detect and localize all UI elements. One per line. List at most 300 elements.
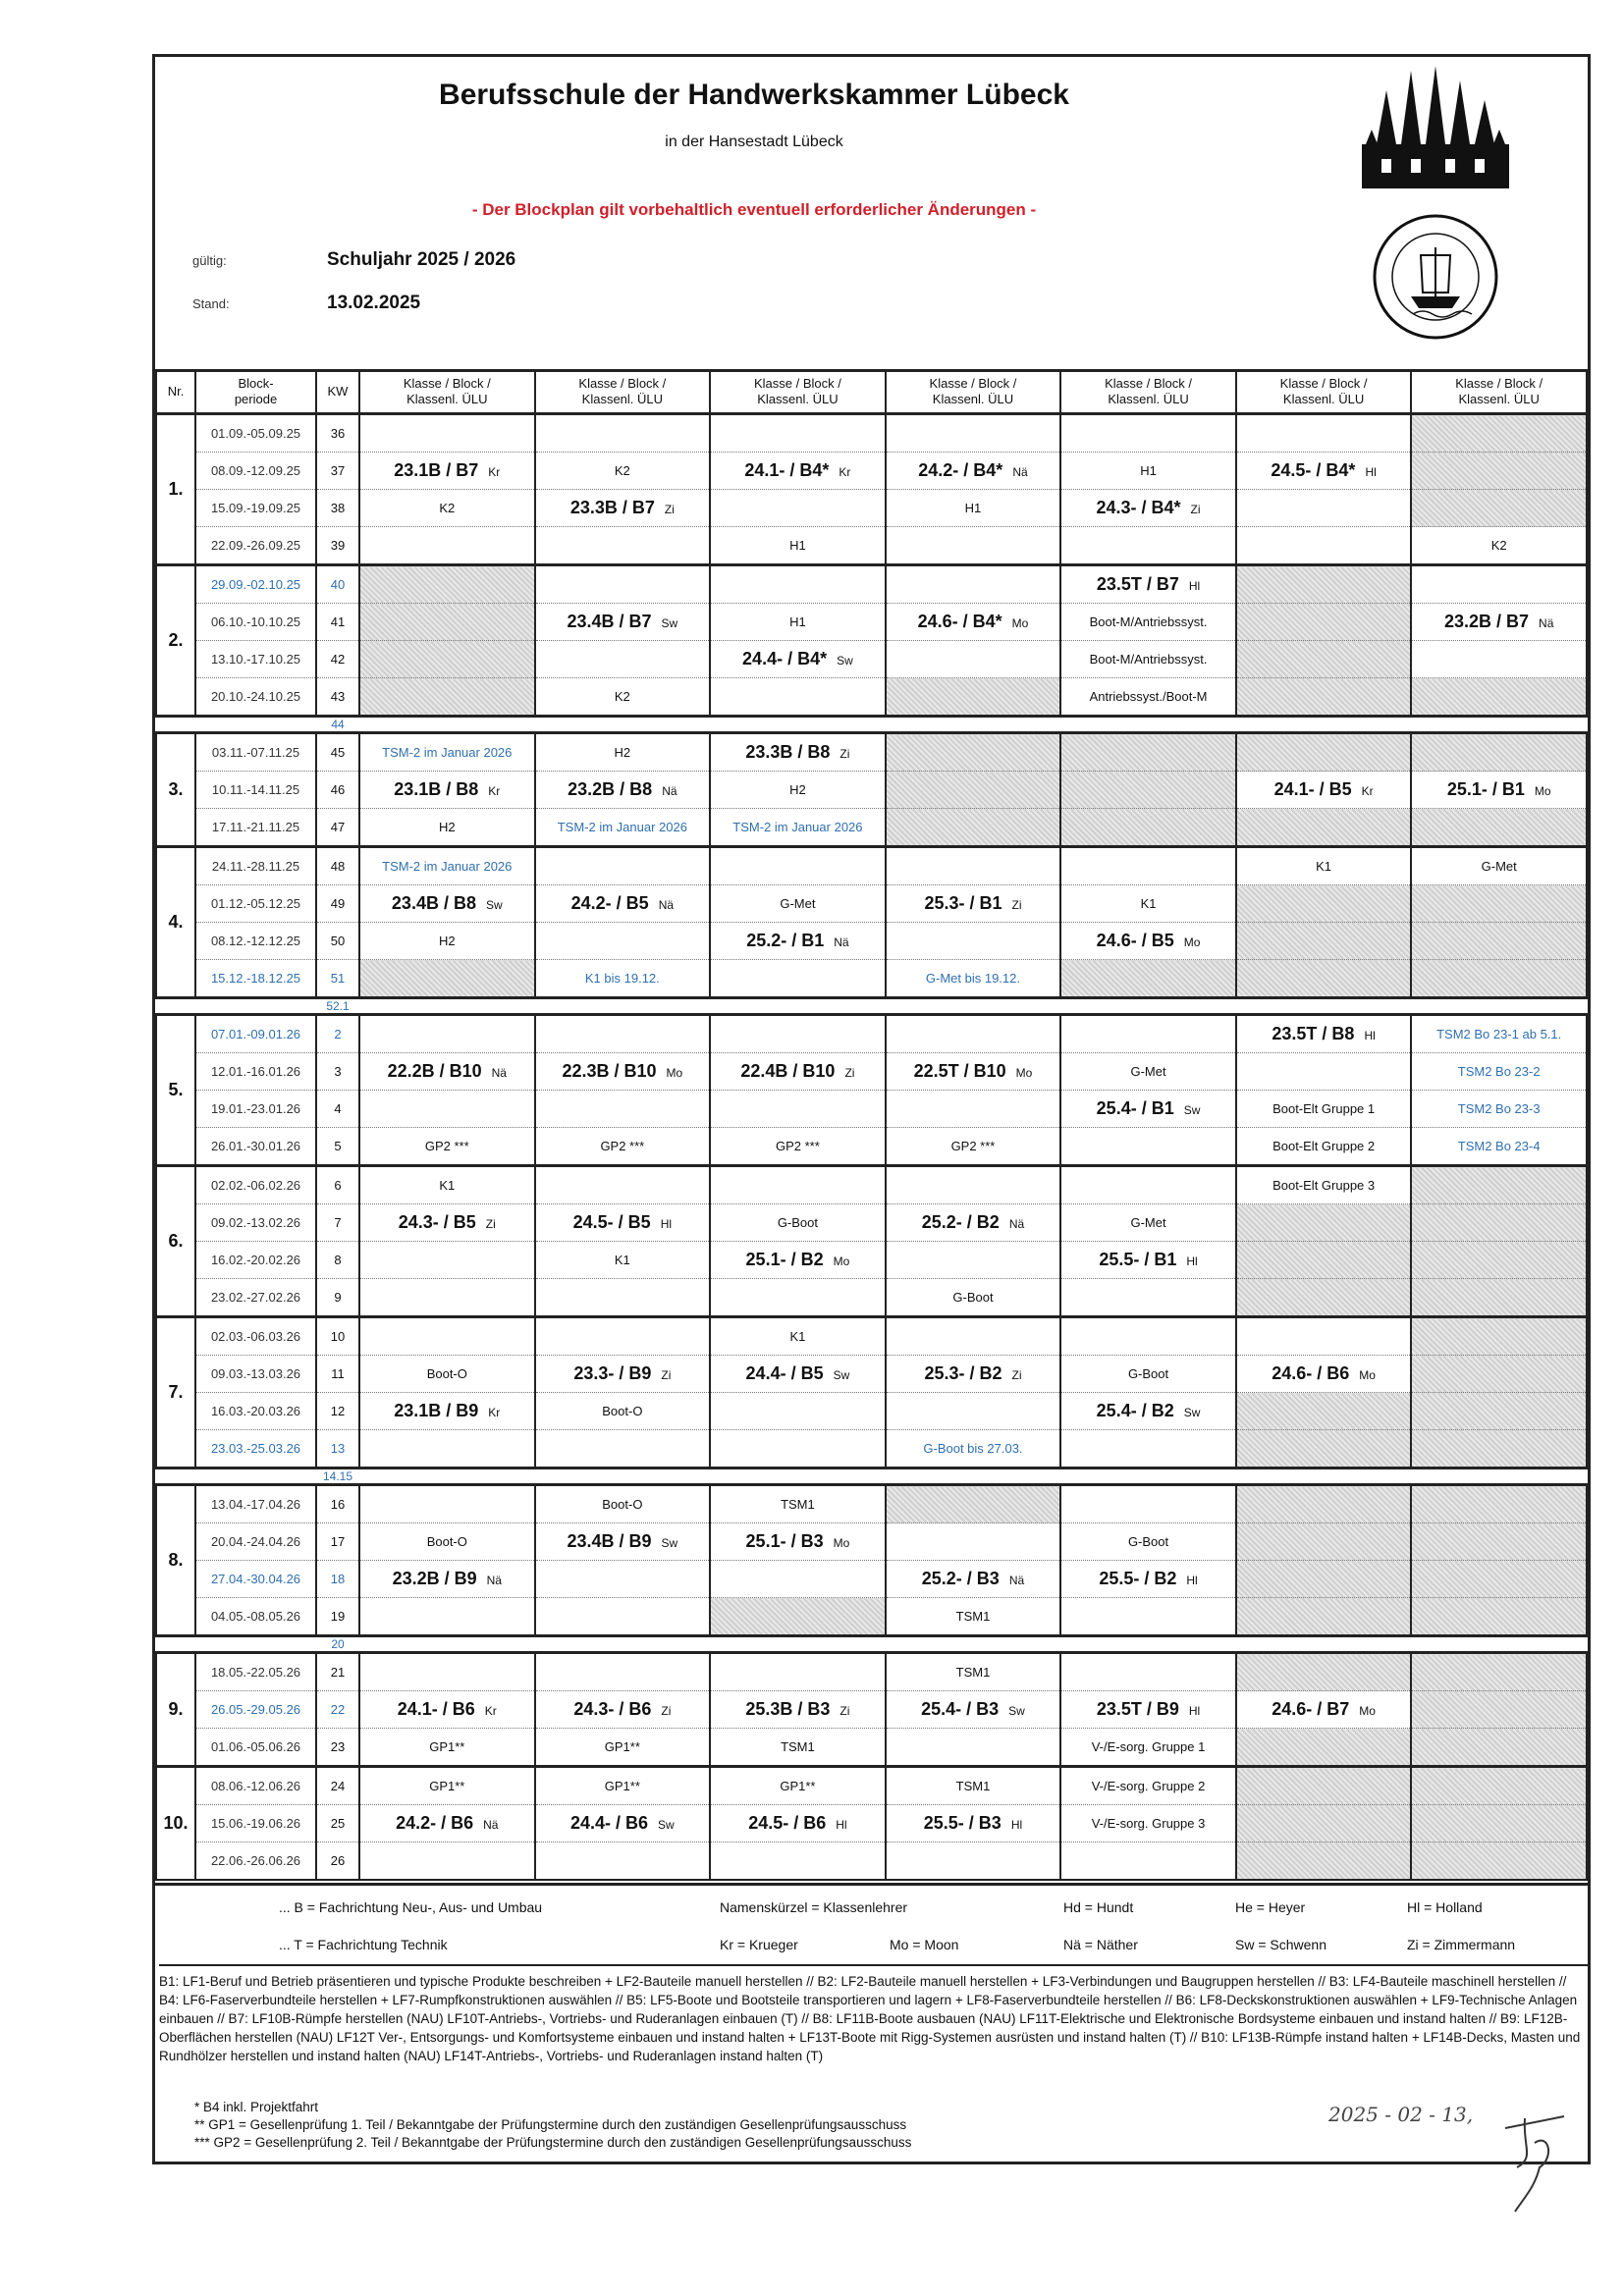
teacher-code: Mo	[666, 1066, 683, 1080]
class-cell	[1411, 414, 1587, 453]
class-cell	[1411, 641, 1587, 678]
teacher-code: Sw	[1008, 1704, 1025, 1718]
class-cell: TSM2 Bo 23-2	[1411, 1053, 1587, 1091]
class-block: 24.2- / B5	[570, 893, 649, 913]
class-cell: G-Met	[710, 885, 886, 923]
class-cell: TSM2 Bo 23-3	[1411, 1091, 1587, 1128]
class-cell: H2	[710, 772, 886, 809]
teacher-code: Nä	[834, 935, 849, 949]
class-cell	[359, 453, 535, 490]
legend-mo: Mo = Moon	[890, 1937, 959, 1952]
class-cell	[886, 414, 1061, 453]
block-period: 22.06.-26.06.26	[195, 1842, 316, 1881]
class-cell	[535, 1204, 711, 1242]
class-cell: Boot-O	[535, 1485, 711, 1523]
teacher-code: Zi	[1011, 1368, 1022, 1382]
calendar-week: 8	[316, 1242, 359, 1279]
calendar-week: 51	[316, 960, 359, 998]
class-block: 24.1- / B5	[1273, 779, 1352, 799]
class-cell: H2	[359, 923, 535, 960]
week-gap-row	[156, 717, 1587, 733]
class-cell	[1236, 1430, 1412, 1468]
class-cell	[1060, 414, 1236, 453]
class-block: 22.2B / B10	[387, 1061, 482, 1081]
class-cell	[359, 1653, 535, 1691]
calendar-week: 12	[316, 1393, 359, 1430]
class-cell	[710, 453, 886, 490]
class-cell	[535, 1523, 711, 1561]
table-row	[156, 733, 1587, 772]
class-block: 24.5- / B5	[572, 1212, 651, 1232]
teacher-code: Mo	[833, 1255, 850, 1268]
teacher-code: Hl	[1365, 465, 1377, 479]
calendar-week: 17	[316, 1523, 359, 1561]
table-row	[156, 1523, 1587, 1561]
class-cell	[1236, 923, 1412, 960]
calendar-week: 3	[316, 1053, 359, 1091]
class-cell	[886, 1691, 1061, 1729]
class-cell	[1411, 1430, 1587, 1468]
block-period: 04.05.-08.05.26	[195, 1598, 316, 1636]
gap-week-label: 52.1	[316, 998, 359, 1015]
table-row	[156, 1128, 1587, 1166]
teacher-code: Nä	[1539, 616, 1554, 630]
class-block: 25.2- / B1	[746, 931, 825, 950]
class-cell	[1060, 1691, 1236, 1729]
class-cell	[535, 1015, 711, 1053]
calendar-week: 4	[316, 1091, 359, 1128]
class-cell	[1060, 809, 1236, 847]
class-block: 23.2B / B9	[392, 1569, 477, 1588]
footnote-1: * B4 inkl. Projektfahrt	[194, 2100, 319, 2114]
class-cell	[359, 1691, 535, 1729]
legend-t: ... T = Fachrichtung Technik	[279, 1937, 448, 1952]
teacher-code: Kr	[488, 784, 501, 798]
legend-zi: Zi = Zimmermann	[1407, 1937, 1516, 1952]
class-cell	[1060, 1091, 1236, 1128]
class-cell: G-Boot	[710, 1204, 886, 1242]
calendar-week: 45	[316, 733, 359, 772]
class-cell	[886, 1317, 1061, 1356]
class-cell	[710, 1356, 886, 1393]
header-period: Block- periode	[195, 370, 316, 414]
class-block: 22.3B / B10	[562, 1061, 657, 1081]
block-number: 9.	[156, 1653, 195, 1767]
class-block: 25.2- / B2	[921, 1212, 1000, 1232]
class-cell	[1236, 1356, 1412, 1393]
class-cell	[710, 1015, 886, 1053]
class-cell	[710, 1691, 886, 1729]
class-cell	[1411, 1561, 1587, 1598]
table-row	[156, 1691, 1587, 1729]
teacher-code: Sw	[1183, 1103, 1201, 1117]
class-cell	[535, 1166, 711, 1204]
class-cell	[1411, 960, 1587, 998]
class-cell: V-/E-sorg. Gruppe 1	[1060, 1729, 1236, 1767]
class-cell	[886, 847, 1061, 885]
class-cell	[1411, 604, 1587, 641]
class-cell: H2	[535, 733, 711, 772]
class-cell: V-/E-sorg. Gruppe 3	[1060, 1805, 1236, 1842]
class-cell	[1411, 1598, 1587, 1636]
teacher-code: Mo	[1183, 935, 1201, 949]
change-notice: - Der Blockplan gilt vorbehaltlich eventuell erforderlicher Änderungen -	[471, 200, 1037, 219]
school-logo	[1352, 61, 1519, 355]
block-period: 03.11.-07.11.25	[195, 733, 316, 772]
gueltig-label: gültig:	[192, 253, 227, 268]
class-cell	[1236, 1729, 1412, 1767]
class-cell: Boot-Elt Gruppe 2	[1236, 1128, 1412, 1166]
table-row	[156, 809, 1587, 847]
class-cell	[359, 1279, 535, 1317]
class-cell	[1411, 923, 1587, 960]
class-cell	[1411, 453, 1587, 490]
signature-scribble-icon	[1495, 2099, 1574, 2216]
table-row	[156, 414, 1587, 453]
header-class-5: Klasse / Block / Klassenl. ÜLU	[1060, 370, 1236, 414]
block-period: 13.10.-17.10.25	[195, 641, 316, 678]
teacher-code: Nä	[486, 1574, 502, 1587]
calendar-week: 2	[316, 1015, 359, 1053]
class-block: 24.3- / B5	[398, 1212, 476, 1232]
class-cell: TSM-2 im Januar 2026	[359, 733, 535, 772]
class-cell	[1411, 1523, 1587, 1561]
table-row	[156, 1485, 1587, 1523]
class-cell	[710, 1842, 886, 1881]
class-block: 23.4B / B7	[567, 612, 652, 631]
class-cell	[710, 1393, 886, 1430]
class-cell: K2	[359, 490, 535, 527]
class-cell: Boot-M/Antriebssyst.	[1060, 641, 1236, 678]
class-block: 24.6- / B5	[1096, 931, 1174, 950]
teacher-code: Zi	[844, 1066, 855, 1080]
teacher-code: Kr	[484, 1704, 497, 1718]
class-cell	[886, 1393, 1061, 1430]
header-class-3: Klasse / Block / Klassenl. ÜLU	[710, 370, 886, 414]
teacher-code: Hl	[1186, 1574, 1198, 1587]
class-cell	[710, 678, 886, 717]
block-period: 06.10.-10.10.25	[195, 604, 316, 641]
class-cell	[1236, 1053, 1412, 1091]
class-block: 23.2B / B7	[1443, 612, 1530, 631]
class-cell: G-Met bis 19.12.	[886, 960, 1061, 998]
calendar-week: 37	[316, 453, 359, 490]
class-cell	[359, 960, 535, 998]
teacher-code: Kr	[839, 465, 851, 479]
block-number: 8.	[156, 1485, 195, 1636]
class-cell	[1060, 1317, 1236, 1356]
class-block: 23.1B / B8	[394, 779, 479, 799]
teacher-code: Hl	[836, 1818, 847, 1832]
legend-sw: Sw = Schwenn	[1235, 1937, 1326, 1952]
class-block: 23.1B / B7	[394, 460, 479, 480]
class-cell: K1	[359, 1166, 535, 1204]
class-block: 24.2- / B4*	[918, 460, 1003, 480]
teacher-code: Mo	[1359, 1704, 1376, 1718]
block-period: 10.11.-14.11.25	[195, 772, 316, 809]
class-cell	[359, 527, 535, 565]
class-block: 24.4- / B5	[745, 1363, 824, 1383]
teacher-code: Zi	[1190, 503, 1201, 516]
table-row	[156, 1317, 1587, 1356]
class-cell	[1411, 772, 1587, 809]
stand-value: 13.02.2025	[327, 293, 421, 313]
block-schedule-table	[155, 369, 1588, 1881]
class-cell	[1060, 1242, 1236, 1279]
table-row	[156, 1242, 1587, 1279]
block-period: 09.02.-13.02.26	[195, 1204, 316, 1242]
class-cell: K1 bis 19.12.	[535, 960, 711, 998]
table-row	[156, 1729, 1587, 1767]
class-cell: H1	[710, 604, 886, 641]
class-cell: GP1**	[535, 1729, 711, 1767]
block-period: 09.03.-13.03.26	[195, 1356, 316, 1393]
table-row	[156, 1356, 1587, 1393]
class-cell	[710, 847, 886, 885]
teacher-code: Zi	[839, 747, 850, 761]
class-cell	[886, 809, 1061, 847]
class-cell	[535, 1053, 711, 1091]
class-block: 25.3- / B2	[924, 1363, 1002, 1383]
class-cell: K2	[1411, 527, 1587, 565]
class-cell	[1411, 1485, 1587, 1523]
class-cell: G-Met	[1060, 1204, 1236, 1242]
table-row	[156, 604, 1587, 641]
block-number: 7.	[156, 1317, 195, 1468]
class-cell	[886, 772, 1061, 809]
teacher-code: Sw	[661, 616, 678, 630]
teacher-code: Hl	[1364, 1029, 1376, 1042]
class-block: 25.5- / B1	[1099, 1250, 1177, 1269]
class-cell	[1060, 1015, 1236, 1053]
class-block: 24.6- / B7	[1272, 1699, 1350, 1719]
header-class-7: Klasse / Block / Klassenl. ÜLU	[1411, 370, 1587, 414]
class-block: 23.2B / B8	[568, 779, 653, 799]
teacher-code: Sw	[1183, 1406, 1201, 1419]
class-cell	[710, 1242, 886, 1279]
class-cell	[1236, 733, 1412, 772]
table-row	[156, 1091, 1587, 1128]
class-cell: H1	[886, 490, 1061, 527]
class-cell	[535, 1317, 711, 1356]
class-cell	[1060, 1128, 1236, 1166]
class-cell	[886, 1166, 1061, 1204]
class-cell	[1060, 923, 1236, 960]
block-number: 4.	[156, 847, 195, 998]
class-cell: GP2 ***	[535, 1128, 711, 1166]
class-cell: GP1**	[359, 1767, 535, 1805]
table-row	[156, 527, 1587, 565]
class-cell	[1060, 960, 1236, 998]
class-cell	[710, 1561, 886, 1598]
class-cell	[1236, 1691, 1412, 1729]
class-cell	[1236, 1393, 1412, 1430]
calendar-week: 46	[316, 772, 359, 809]
class-cell: K1	[535, 1242, 711, 1279]
calendar-week: 11	[316, 1356, 359, 1393]
class-block: 24.5- / B6	[748, 1813, 827, 1833]
calendar-week: 39	[316, 527, 359, 565]
class-cell	[1236, 565, 1412, 604]
table-row	[156, 885, 1587, 923]
class-cell	[535, 1805, 711, 1842]
class-cell	[1236, 1653, 1412, 1691]
legend-hd: Hd = Hundt	[1063, 1899, 1134, 1915]
week-gap-row	[156, 998, 1587, 1015]
class-cell: TSM-2 im Januar 2026	[359, 847, 535, 885]
class-cell: GP2 ***	[886, 1128, 1061, 1166]
teacher-code: Sw	[837, 654, 853, 667]
table-row	[156, 1204, 1587, 1242]
class-cell: K2	[535, 453, 711, 490]
class-block: 23.1B / B9	[394, 1401, 479, 1420]
class-cell	[535, 923, 711, 960]
teacher-code: Mo	[1359, 1368, 1376, 1382]
block-period: 15.09.-19.09.25	[195, 490, 316, 527]
ship-seal-icon	[1375, 216, 1496, 338]
class-cell: K1	[1236, 847, 1412, 885]
footnote-2: ** GP1 = Gesellenprüfung 1. Teil / Bekanntgabe der Prüfungstermine durch den zuständigen Gesellenprüfungsausschuss	[194, 2117, 907, 2132]
page-title: Berufsschule der Handwerkskammer Lübeck	[439, 79, 1069, 111]
legend-namen: Namenskürzel = Klassenlehrer	[720, 1899, 908, 1915]
calendar-week: 21	[316, 1653, 359, 1691]
class-cell	[1411, 1279, 1587, 1317]
class-cell	[886, 1842, 1061, 1881]
block-period: 02.03.-06.03.26	[195, 1317, 316, 1356]
block-period: 26.05.-29.05.26	[195, 1691, 316, 1729]
week-gap-row	[156, 1468, 1587, 1485]
class-cell	[1060, 1598, 1236, 1636]
block-period: 01.06.-05.06.26	[195, 1729, 316, 1767]
table-row	[156, 1598, 1587, 1636]
class-cell	[1236, 809, 1412, 847]
class-cell	[1236, 1523, 1412, 1561]
class-cell	[1060, 1485, 1236, 1523]
class-cell	[535, 1653, 711, 1691]
calendar-week: 13	[316, 1430, 359, 1468]
class-cell	[1411, 1393, 1587, 1430]
class-cell	[710, 1166, 886, 1204]
class-cell	[359, 565, 535, 604]
class-block: 25.5- / B3	[923, 1813, 1001, 1833]
teacher-code: Hl	[1010, 1818, 1023, 1832]
calendar-week: 5	[316, 1128, 359, 1166]
class-cell	[1060, 772, 1236, 809]
class-cell: TSM-2 im Januar 2026	[710, 809, 886, 847]
class-cell	[359, 1805, 535, 1842]
class-cell	[886, 1485, 1061, 1523]
class-block: 24.4- / B6	[569, 1813, 649, 1833]
table-row	[156, 1015, 1587, 1053]
legend-he: He = Heyer	[1235, 1899, 1306, 1915]
class-cell	[1236, 885, 1412, 923]
legend	[155, 1883, 1588, 1964]
class-cell: G-Boot	[1060, 1523, 1236, 1561]
header-kw: KW	[316, 370, 359, 414]
table-row	[156, 847, 1587, 885]
class-cell: Boot-Elt Gruppe 3	[1236, 1166, 1412, 1204]
class-block: 24.6- / B4*	[917, 612, 1002, 631]
class-cell	[710, 733, 886, 772]
block-period: 26.01.-30.01.26	[195, 1128, 316, 1166]
class-cell	[710, 414, 886, 453]
block-period: 08.06.-12.06.26	[195, 1767, 316, 1805]
block-number: 10.	[156, 1767, 195, 1881]
class-cell: Boot-M/Antriebssyst.	[1060, 604, 1236, 641]
gap-week-label: 20	[316, 1636, 359, 1653]
class-cell	[1236, 678, 1412, 717]
class-cell	[886, 1523, 1061, 1561]
teacher-code: Kr	[1361, 784, 1374, 798]
class-block: 24.3- / B6	[573, 1699, 652, 1719]
calendar-week: 7	[316, 1204, 359, 1242]
class-cell	[1411, 1691, 1587, 1729]
class-cell	[710, 641, 886, 678]
class-cell	[710, 1653, 886, 1691]
block-number: 5.	[156, 1015, 195, 1166]
class-cell	[886, 1015, 1061, 1053]
calendar-week: 16	[316, 1485, 359, 1523]
teacher-code: Hl	[1188, 579, 1201, 593]
table-header-row	[156, 370, 1587, 414]
table-row	[156, 923, 1587, 960]
class-cell: H1	[710, 527, 886, 565]
class-cell	[886, 1204, 1061, 1242]
block-period: 22.09.-26.09.25	[195, 527, 316, 565]
class-block: 24.6- / B6	[1272, 1363, 1350, 1383]
calendar-week: 23	[316, 1729, 359, 1767]
class-cell	[535, 641, 711, 678]
class-cell	[1236, 527, 1412, 565]
class-cell	[1236, 641, 1412, 678]
class-cell: K1	[1060, 885, 1236, 923]
stand-label: Stand:	[192, 296, 230, 311]
calendar-week: 50	[316, 923, 359, 960]
week-gap-row	[156, 1636, 1587, 1653]
teacher-code: Zi	[485, 1217, 496, 1231]
calendar-week: 40	[316, 565, 359, 604]
page-header	[155, 57, 1588, 372]
class-cell	[359, 1561, 535, 1598]
teacher-code: Nä	[491, 1066, 507, 1080]
teacher-code: Kr	[488, 465, 501, 479]
block-number: 2.	[156, 565, 195, 717]
class-cell	[1411, 809, 1587, 847]
class-cell	[535, 885, 711, 923]
class-block: 25.1- / B1	[1446, 779, 1525, 799]
class-cell: TSM1	[886, 1598, 1061, 1636]
teacher-code: Sw	[661, 1536, 678, 1550]
calendar-week: 10	[316, 1317, 359, 1356]
table-row	[156, 490, 1587, 527]
block-period: 01.12.-05.12.25	[195, 885, 316, 923]
class-cell	[1411, 733, 1587, 772]
class-block: 23.4B / B9	[567, 1531, 652, 1551]
class-cell	[1236, 1598, 1412, 1636]
block-period: 12.01.-16.01.26	[195, 1053, 316, 1091]
block-period: 16.03.-20.03.26	[195, 1393, 316, 1430]
class-cell	[535, 604, 711, 641]
calendar-week: 42	[316, 641, 359, 678]
class-cell	[1060, 1653, 1236, 1691]
teacher-code: Nä	[1008, 1217, 1025, 1231]
table-row	[156, 1053, 1587, 1091]
teacher-code: Sw	[658, 1818, 675, 1832]
header-class-6: Klasse / Block / Klassenl. ÜLU	[1236, 370, 1412, 414]
class-block: 23.5T / B8	[1272, 1024, 1355, 1043]
class-cell	[886, 1356, 1061, 1393]
schedule-body	[156, 414, 1587, 1881]
